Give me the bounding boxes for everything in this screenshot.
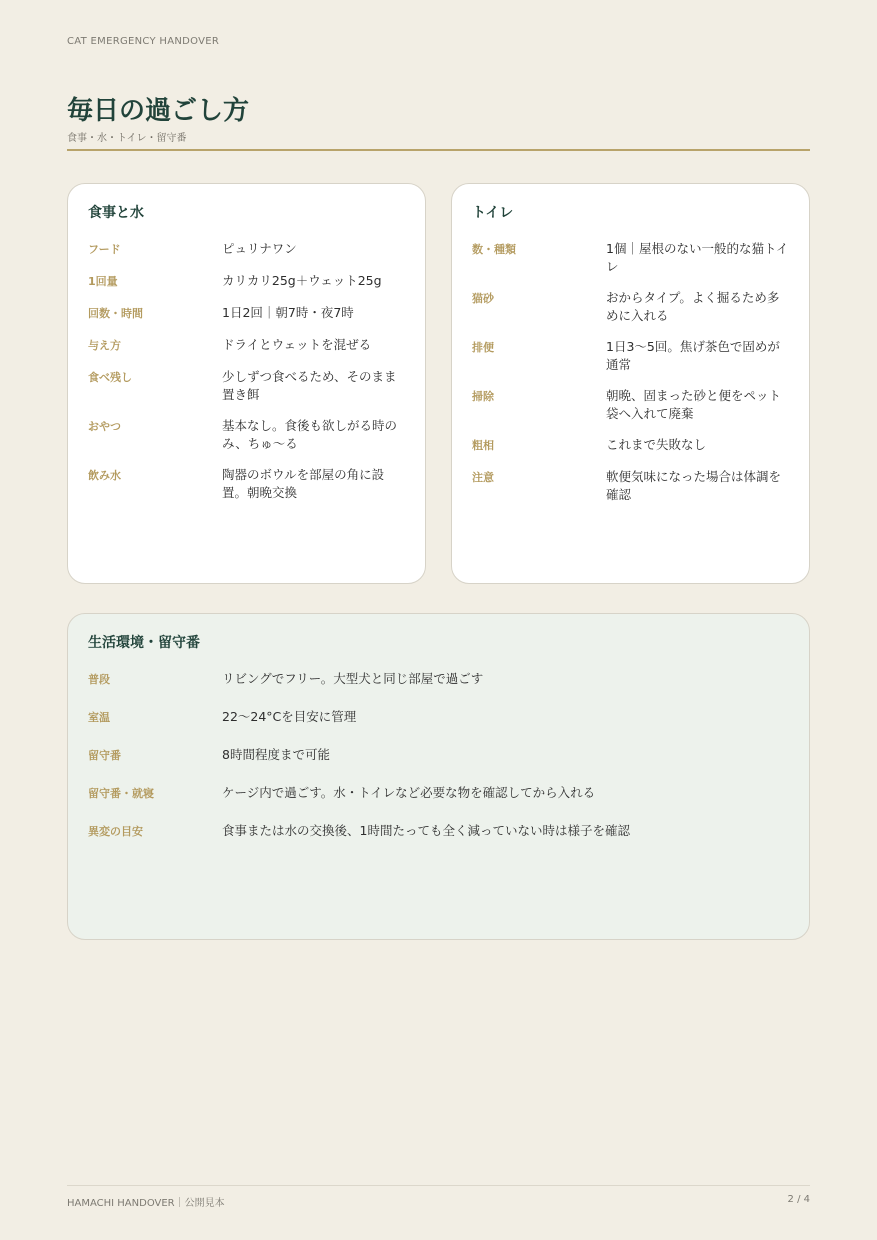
row-label: 猫砂 — [472, 292, 494, 305]
row-value: これまで失敗なし — [606, 437, 707, 452]
row-label: 室温 — [88, 711, 110, 724]
info-row — [88, 368, 405, 404]
page-number: 2 / 4 — [787, 1194, 810, 1205]
title-divider — [67, 149, 810, 151]
row-label: 留守番 — [88, 749, 121, 762]
info-row — [88, 304, 405, 323]
row-label: 数・種類 — [472, 243, 516, 256]
row-value: ピュリナワン — [222, 241, 297, 256]
header-label: CAT EMERGENCY HANDOVER — [67, 36, 220, 47]
row-label: 1回量 — [88, 275, 118, 288]
info-row — [88, 784, 789, 803]
row-value: 8時間程度まで可能 — [222, 747, 330, 762]
row-label: 掃除 — [472, 390, 494, 403]
info-row — [88, 822, 789, 841]
row-value: 陶器のボウルを部屋の角に設置。朝晩交換 — [222, 467, 385, 500]
row-value: 1個｜屋根のない一般的な猫トイレ — [606, 241, 789, 274]
row-value: 22〜24°Cを目安に管理 — [222, 709, 357, 724]
toilet-card — [451, 183, 810, 584]
info-row — [88, 746, 789, 765]
page-subtitle: 食事・水・トイレ・留守番 — [67, 133, 187, 144]
footer-label: HAMACHI HANDOVER｜公開見本 — [67, 1198, 225, 1209]
row-label: 注意 — [472, 471, 494, 484]
row-value: 1日3〜5回。焦げ茶色で固めが通常 — [606, 339, 780, 372]
row-value: 基本なし。食後も欲しがる時のみ、ちゅ〜る — [222, 418, 398, 451]
row-label: 粗相 — [472, 439, 494, 452]
info-row — [472, 338, 789, 374]
environment-card — [67, 613, 810, 940]
row-value: 朝晩、固まった砂と便をペット袋へ入れて廃棄 — [606, 388, 782, 421]
footer-divider — [67, 1185, 810, 1186]
row-label: 回数・時間 — [88, 307, 143, 320]
info-row — [88, 417, 405, 453]
card-title: トイレ — [472, 205, 514, 221]
info-row — [472, 436, 789, 455]
row-label: 異変の目安 — [88, 825, 143, 838]
row-label: 食べ残し — [88, 371, 132, 384]
row-value: 少しずつ食べるため、そのまま置き餌 — [222, 369, 397, 402]
info-row — [472, 289, 789, 325]
row-label: 留守番・就寝 — [88, 787, 154, 800]
info-row — [88, 708, 789, 727]
row-label: 飲み水 — [88, 469, 121, 482]
info-row — [88, 466, 405, 502]
card-title: 食事と水 — [88, 205, 144, 221]
info-row — [88, 272, 405, 291]
info-row — [88, 670, 789, 689]
card-title: 生活環境・留守番 — [88, 635, 200, 651]
info-row — [472, 468, 789, 504]
row-label: 与え方 — [88, 339, 121, 352]
food-water-card — [67, 183, 426, 584]
row-label: 排便 — [472, 341, 494, 354]
info-row — [88, 240, 405, 259]
row-label: 普段 — [88, 673, 110, 686]
row-value: 軟便気味になった場合は体調を確認 — [606, 469, 782, 502]
row-value: 食事または水の交換後、1時間たっても全く減っていない時は様子を確認 — [222, 823, 630, 838]
environment-rows — [88, 670, 789, 841]
toilet-rows — [472, 240, 789, 504]
row-value: ドライとウェットを混ぜる — [222, 337, 372, 352]
food-rows — [88, 240, 405, 502]
row-value: カリカリ25g＋ウェット25g — [222, 273, 382, 288]
info-row — [472, 387, 789, 423]
info-row — [88, 336, 405, 355]
row-value: リビングでフリー。大型犬と同じ部屋で過ごす — [222, 671, 484, 686]
info-row — [472, 240, 789, 276]
row-value: ケージ内で過ごす。水・トイレなど必要な物を確認してから入れる — [222, 785, 596, 800]
row-value: おからタイプ。よく掘るため多めに入れる — [606, 290, 780, 323]
row-label: おやつ — [88, 420, 121, 433]
page-title: 毎日の過ごし方 — [67, 96, 250, 126]
row-value: 1日2回｜朝7時・夜7時 — [222, 305, 354, 320]
row-label: フード — [88, 243, 121, 256]
